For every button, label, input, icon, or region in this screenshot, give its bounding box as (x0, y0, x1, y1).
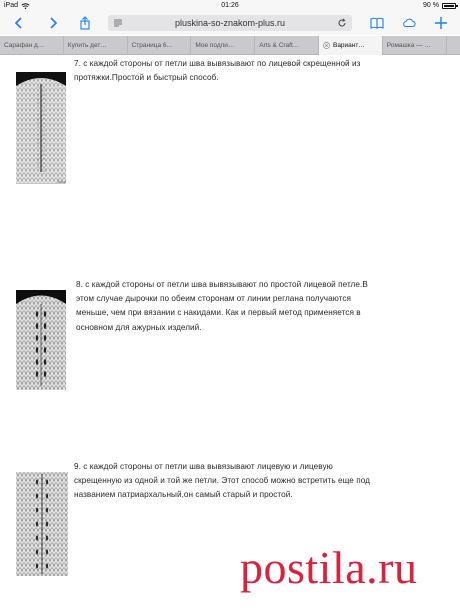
share-button[interactable] (76, 14, 94, 32)
browser-toolbar (0, 11, 460, 35)
icloud-tabs-button[interactable] (400, 14, 418, 32)
new-tab-icon (434, 16, 448, 30)
page-content (0, 56, 460, 613)
url-text: pluskina-so-znakom-plus.ru (174, 18, 286, 28)
paragraph-method-9: 9. с каждой стороны от петли шва вывязывают лицевую и лицевую скрещенную из одной и той же петли. Этот способ можно встретить еще под названием патриархальный,он самый старый и простой. (74, 462, 370, 500)
tab[interactable]: Arts & Craft… (255, 36, 319, 55)
knit-sample-image-7 (16, 72, 66, 184)
tab[interactable]: Мое подпи… (191, 36, 255, 55)
status-right (423, 0, 456, 11)
device-name: iPad (4, 2, 19, 9)
tab[interactable]: Ромашка — … (383, 36, 447, 55)
clock: 01:26 (221, 2, 239, 9)
tab-bar (0, 36, 460, 55)
knit-sample-image-8 (16, 290, 66, 390)
close-tab-icon[interactable] (323, 42, 330, 49)
share-icon (78, 16, 92, 30)
tab[interactable]: Купить дет… (64, 36, 128, 55)
paragraph-method-8: 8. с каждой стороны от петли шва вывязывают по простой лицевой петле.В этом случае дырочки по обеим сторонам от линии реглана получаются меньше, чем при вязании с накидами. Как и первый метод применяется в основном для ажурных изделий. (76, 280, 368, 332)
reader-icon[interactable] (114, 19, 122, 27)
status-bar (0, 0, 460, 11)
back-button[interactable] (10, 14, 28, 32)
tab-active-label: Вариант… (332, 42, 365, 49)
image-caption: Лиса (56, 179, 66, 184)
watermark-logo: postila.ru (240, 542, 418, 593)
forward-button[interactable] (44, 14, 62, 32)
tab[interactable]: Страница 6… (128, 36, 192, 55)
battery-percent: 90 % (423, 2, 439, 9)
battery-icon (442, 3, 456, 9)
back-icon (12, 16, 26, 30)
paragraph-method-7: 7. с каждой стороны от петли шва вывязывают по лицевой скрещенной из протяжки.Простой и быстрый способ. (74, 59, 361, 83)
tab-active[interactable] (319, 36, 383, 55)
knit-sample-image-9 (16, 472, 68, 576)
bookmarks-icon (370, 16, 384, 30)
bookmarks-button[interactable] (368, 14, 386, 32)
reload-icon[interactable] (337, 18, 347, 28)
icloud-tabs-icon (402, 16, 416, 30)
address-bar[interactable] (108, 15, 352, 31)
tab[interactable]: Сарафан д… (0, 36, 64, 55)
new-tab-button[interactable] (432, 14, 450, 32)
forward-icon (46, 16, 60, 30)
